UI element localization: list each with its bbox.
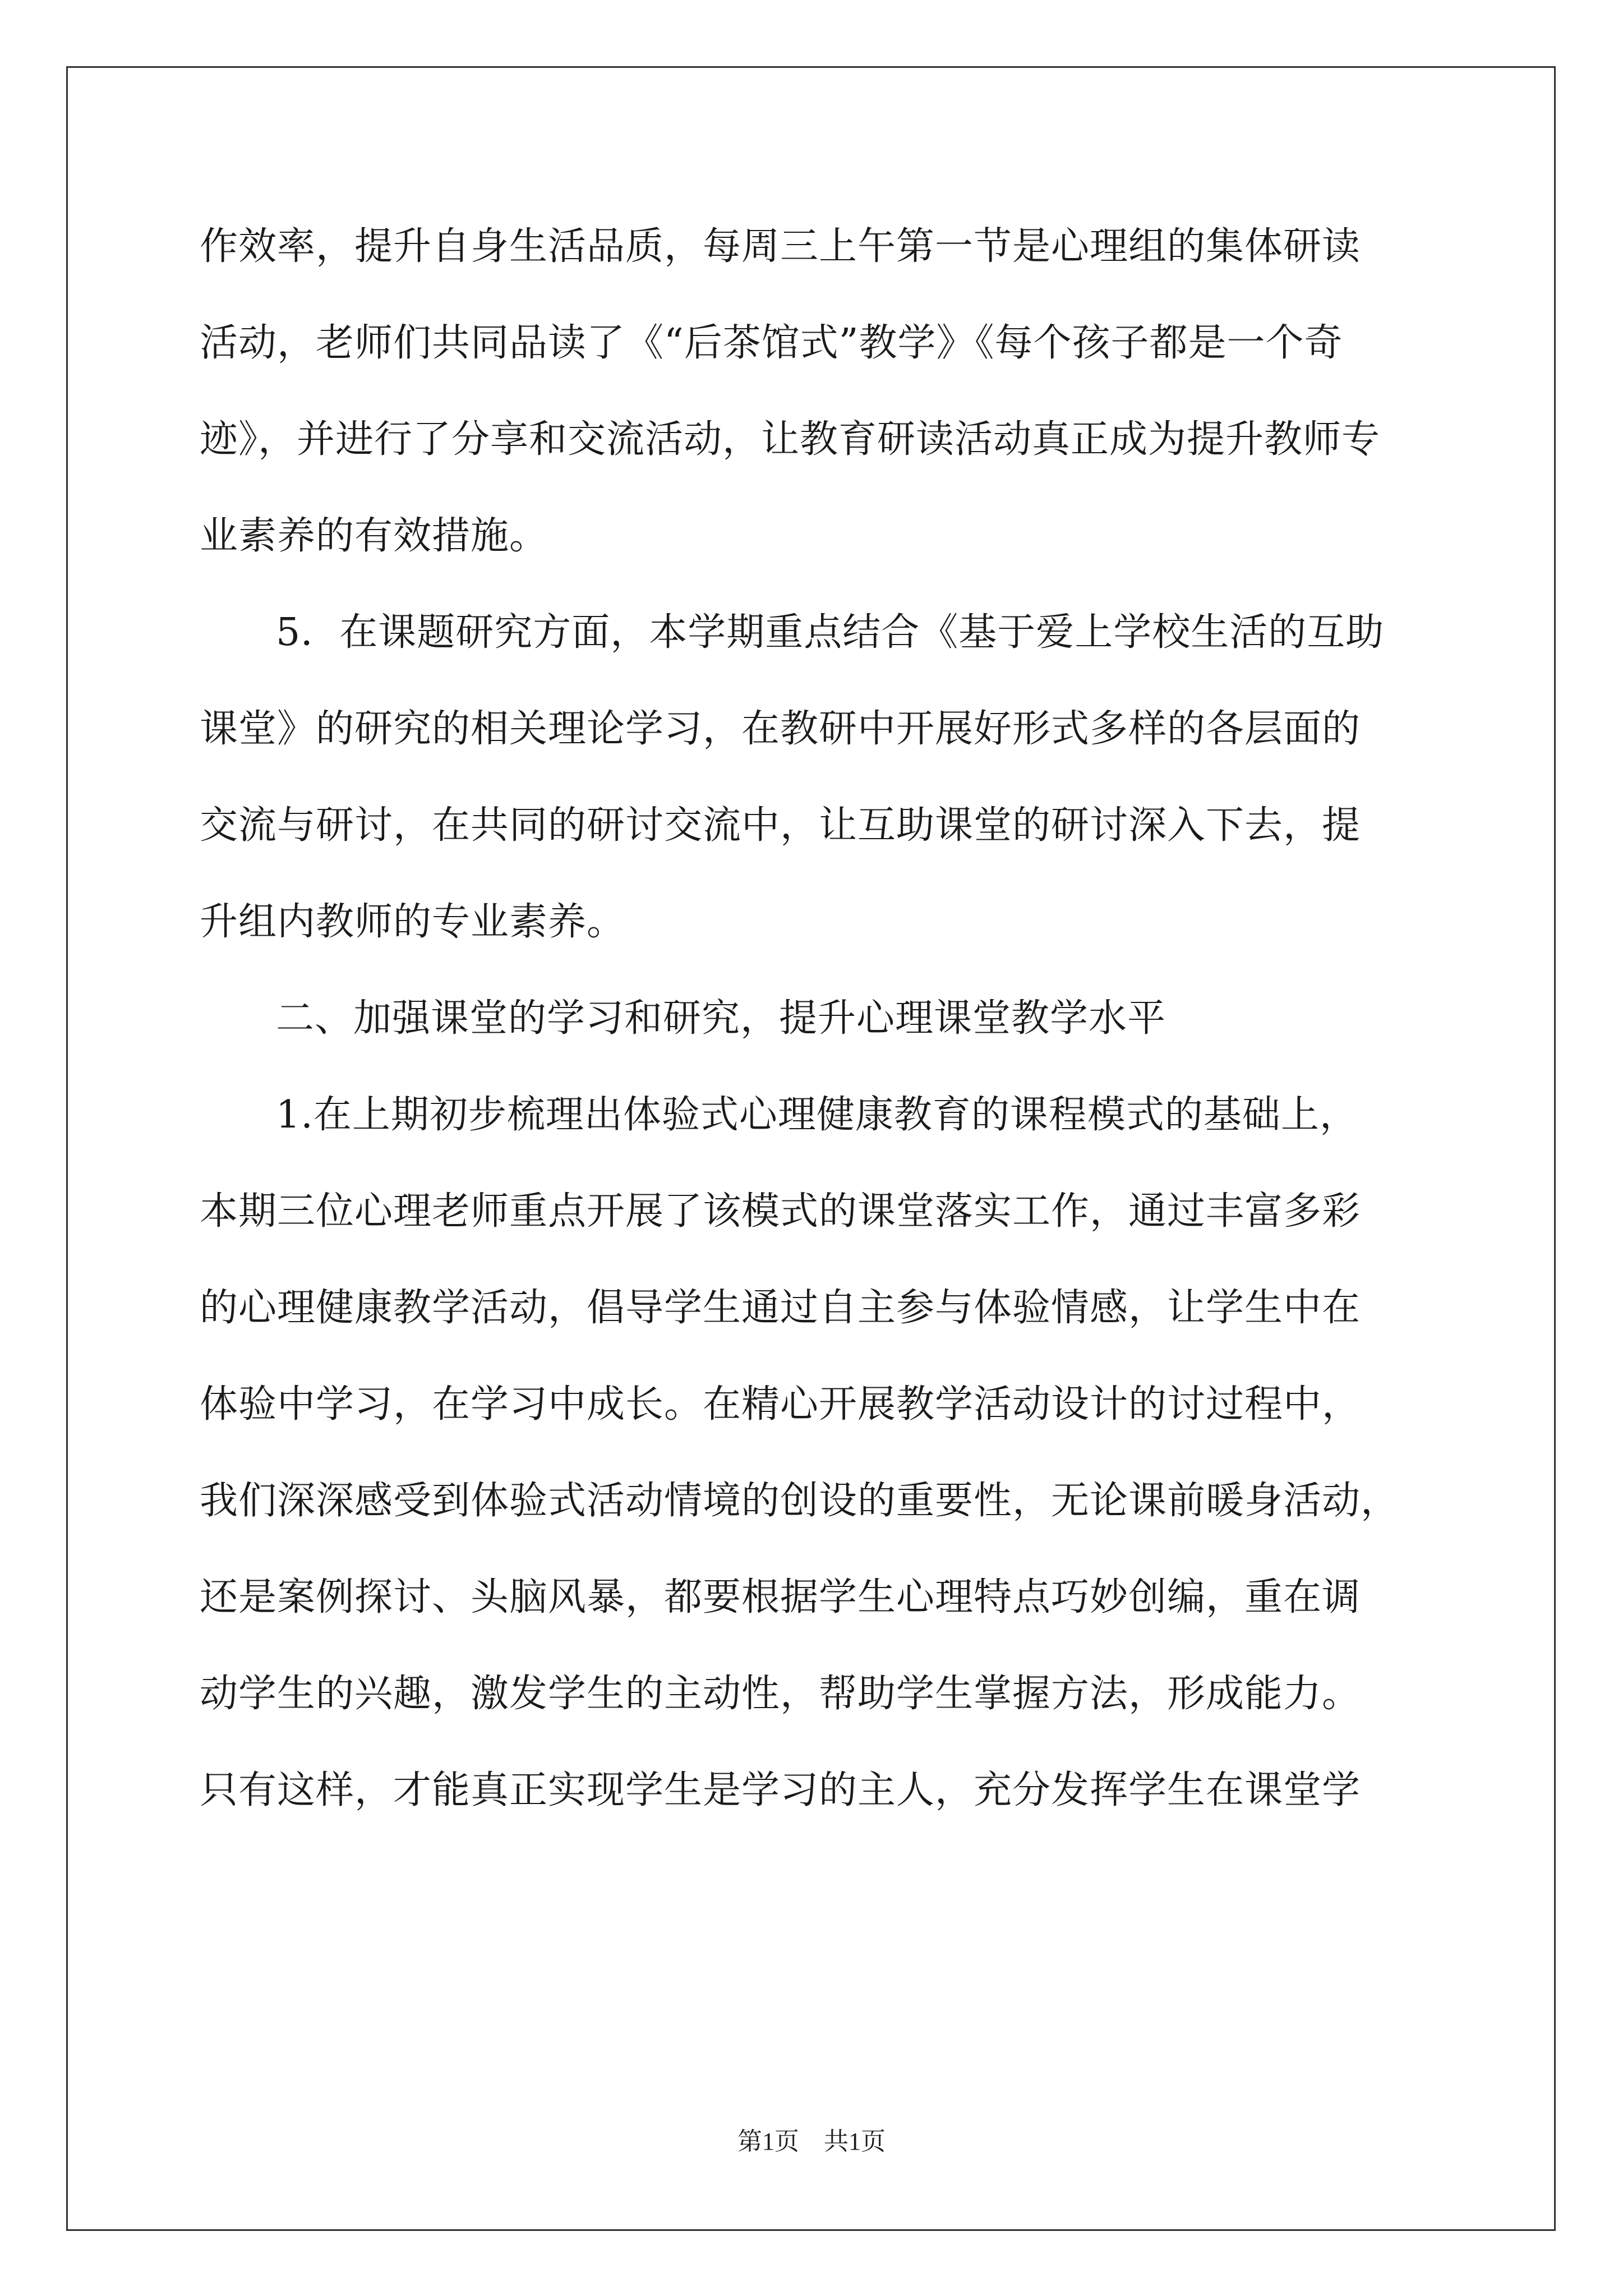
body-line: 业素养的有效措施。	[200, 514, 548, 558]
body-line: 升组内教师的专业素养。	[200, 900, 626, 944]
body-line: 迹》，并进行了分享和交流活动，让教育研读活动真正成为提升教师专	[200, 417, 1381, 462]
body-line: 还是案例探讨、头脑风暴，都要根据学生心理特点巧妙创编，重在调	[200, 1575, 1361, 1619]
body-line: 动学生的兴趣，激发学生的主动性，帮助学生掌握方法，形成能力。	[200, 1672, 1361, 1716]
body-line: 本期三位心理老师重点开展了该模式的课堂落实工作，通过丰富多彩	[200, 1189, 1361, 1234]
body-line: 只有这样，才能真正实现学生是学习的主人，充分发挥学生在课堂学	[200, 1768, 1361, 1812]
body-line: 我们深深感受到体验式活动情境的创设的重要性，无论课前暖身活动，	[200, 1479, 1400, 1523]
body-line: 活动，老师们共同品读了《“后茶馆式”教学》《每个孩子都是一个奇	[200, 321, 1343, 365]
paragraph-start-line: 1.在上期初步梳理出体验式心理健康教育的课程模式的基础上，	[276, 1093, 1358, 1137]
body-line: 作效率，提升自身生活品质，每周三上午第一节是心理组的集体研读	[200, 224, 1361, 269]
page-border	[66, 66, 1556, 2231]
page-number-footer: 第1页 共1页	[737, 2128, 886, 2155]
body-line: 的心理健康教学活动，倡导学生通过自主参与体验情感，让学生中在	[200, 1286, 1361, 1330]
paragraph-start-line: 5．在课题研究方面，本学期重点结合《基于爱上学校生活的互助	[276, 610, 1385, 655]
body-line: 交流与研讨，在共同的研讨交流中，让互助课堂的研讨深入下去，提	[200, 803, 1361, 848]
section-heading: 二、加强课堂的学习和研究，提升心理课堂教学水平	[276, 996, 1166, 1041]
body-line: 体验中学习，在学习中成长。在精心开展教学活动设计的讨过程中，	[200, 1382, 1361, 1427]
body-line: 课堂》的研究的相关理论学习，在教研中开展好形式多样的各层面的	[200, 707, 1361, 751]
